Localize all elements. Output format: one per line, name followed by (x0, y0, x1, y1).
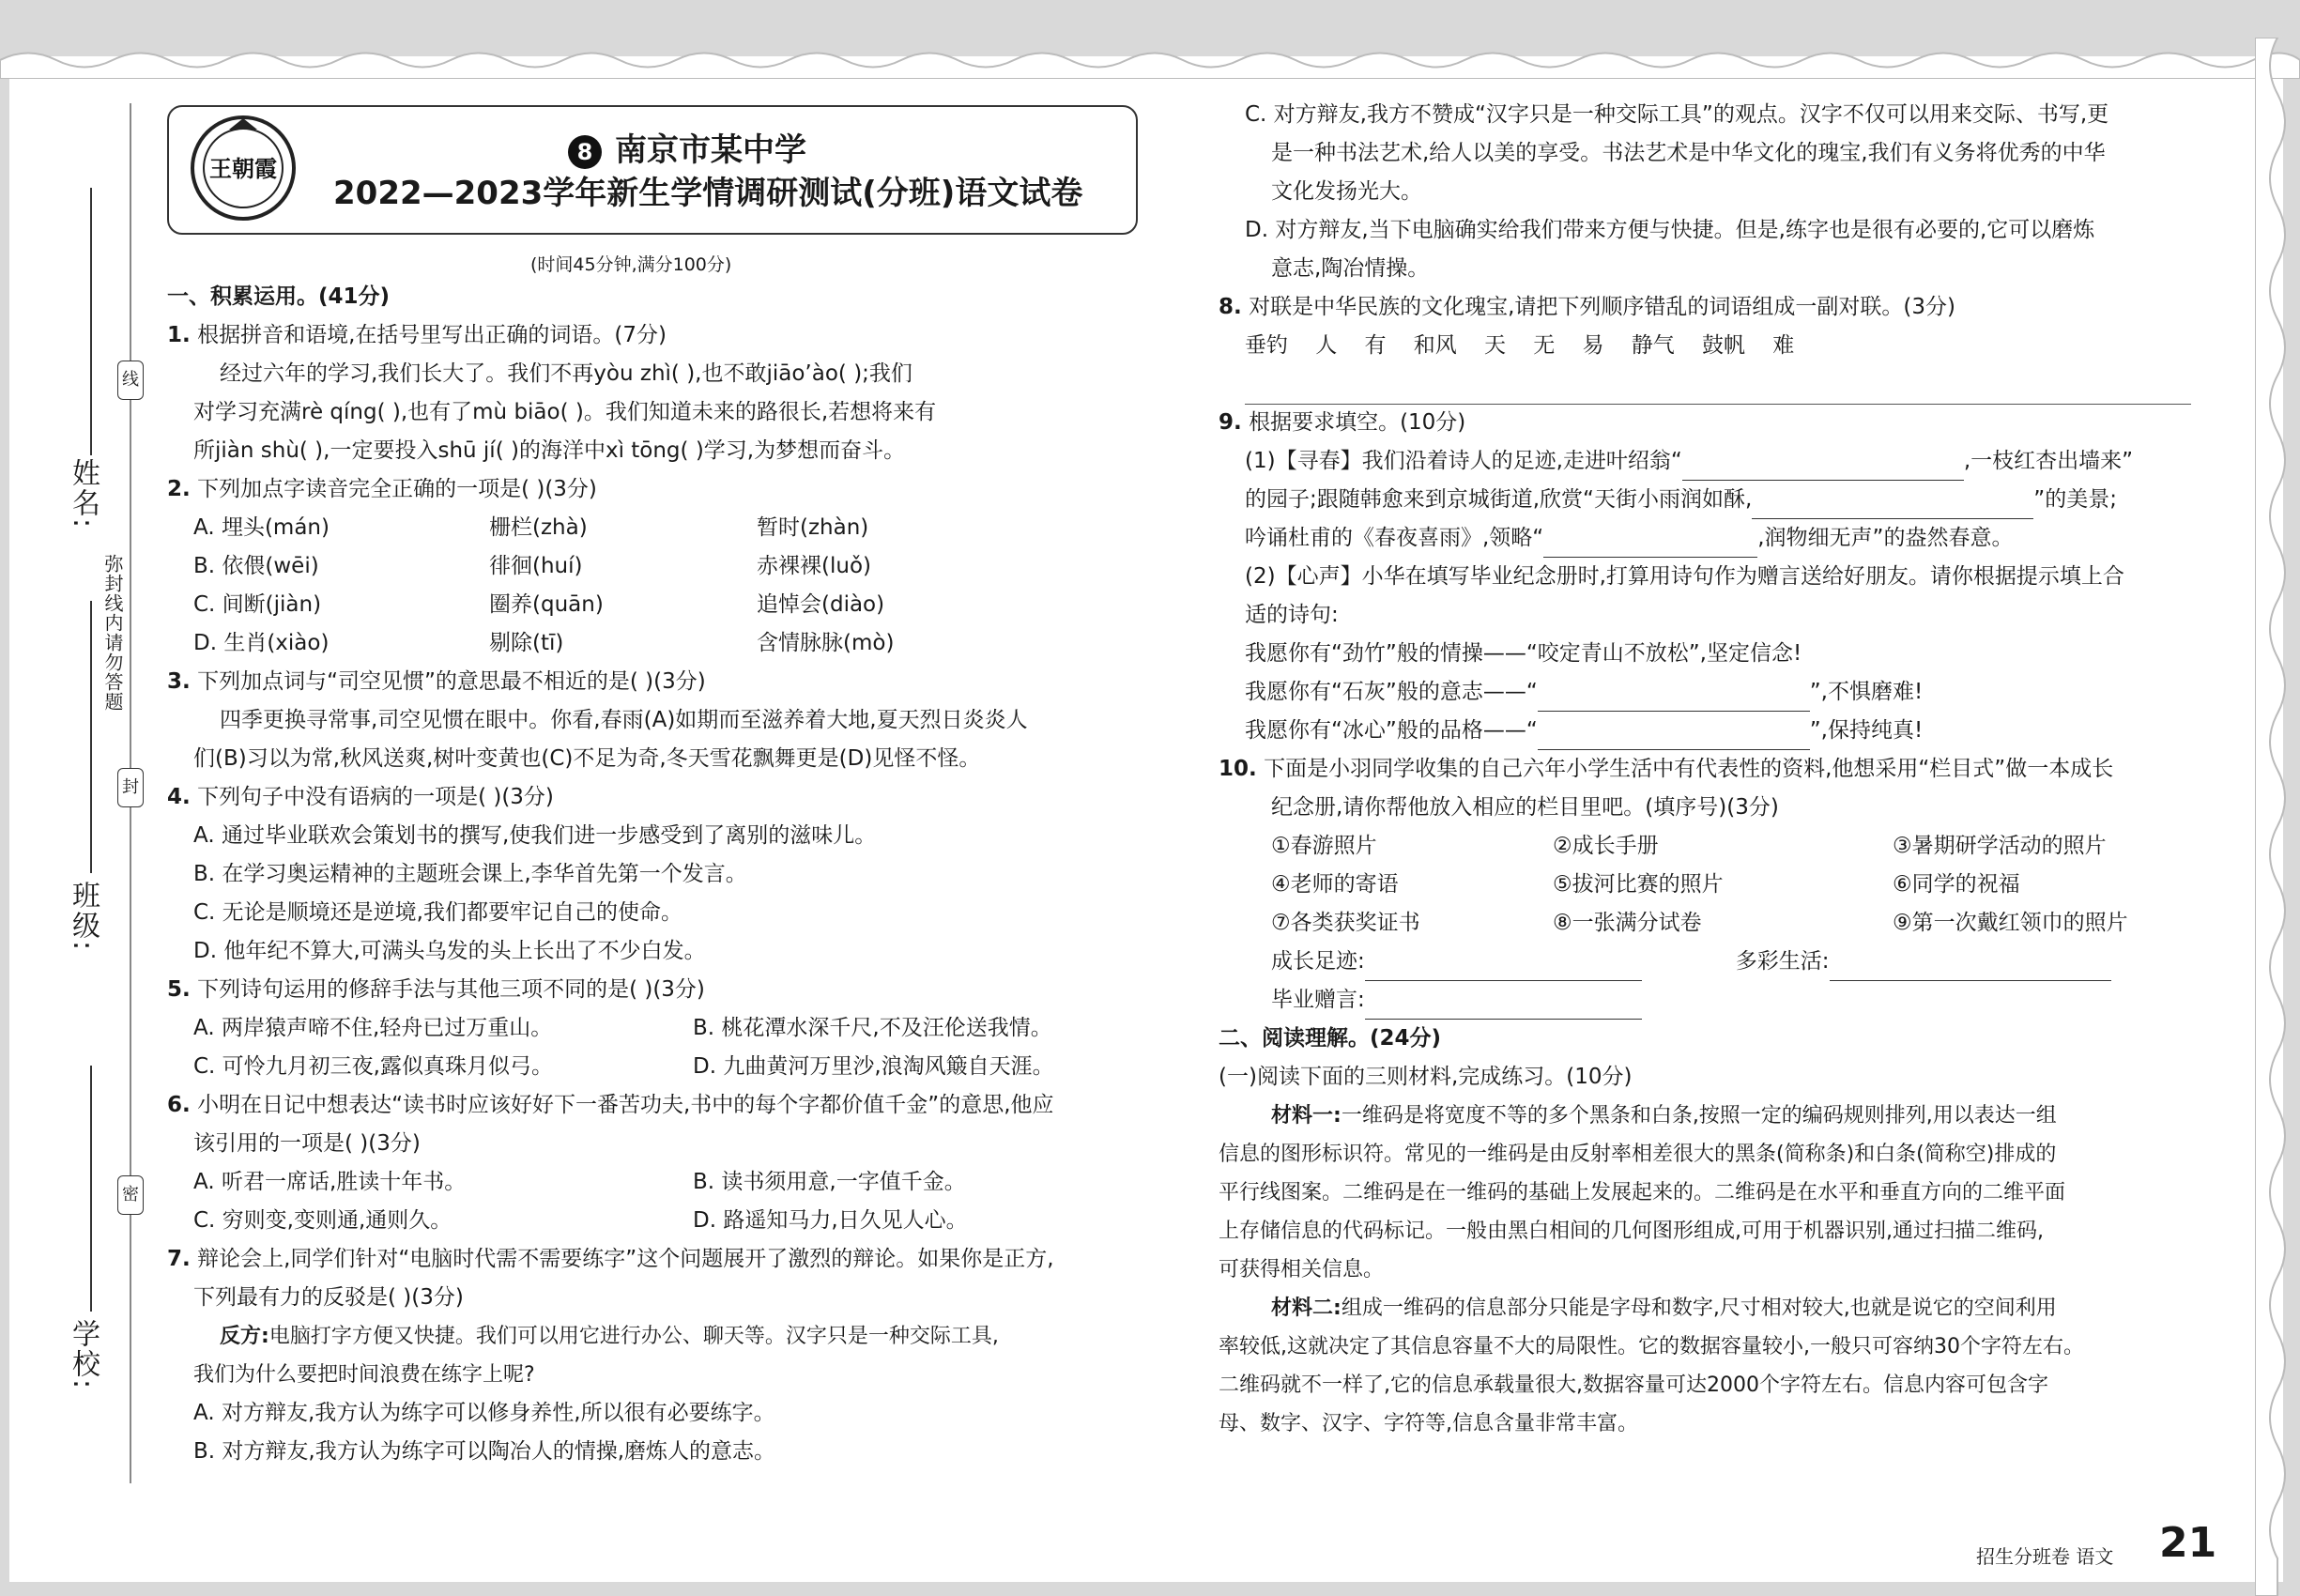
q8-answer-space[interactable] (1219, 365, 2195, 404)
q9-line: (2)【心声】小华在填写毕业纪念册时,打算用诗句作为赠言送给好朋友。请你根据提示填上合 (1245, 564, 2124, 589)
q9-line: (1)【寻春】我们沿着诗人的足迹,走进叶绍翁“ ,一枝红杏出墙来” (1219, 442, 2195, 481)
q7-option-cont: 是一种书法艺术,给人以美的享受。书法艺术是中华文化的瑰宝,我们有义务将优秀的中华 (1271, 141, 2106, 165)
binding-note: 弥封线内请勿答题 (101, 554, 124, 712)
q4-stem: 4. 下列句子中没有语病的一项是( )(3分) (167, 785, 554, 809)
q7-stem-cont: 下列最有力的反驳是( )(3分) (193, 1285, 464, 1310)
q7-option: A. 对方辩友,我方认为练字可以修身养性,所以很有必要练字。 (193, 1401, 775, 1425)
material-2: 母、数字、汉字、字符等,信息含量非常丰富。 (1219, 1412, 1638, 1435)
answer-blank[interactable] (1682, 452, 1964, 481)
q9-line: 的园子;跟随韩愈来到京城街道,欣赏“天街小雨润如酥, ”的美景; (1219, 481, 2195, 519)
material-1: 可获得相关信息。 (1219, 1258, 1385, 1281)
q1-line: 所jiàn shù( ),一定要投入shū jí( )的海洋中xì tōng( )学习,为梦想而奋斗。 (193, 438, 906, 463)
school-label: 学校: (67, 1319, 100, 1391)
name-line[interactable] (90, 188, 92, 455)
q8-words: 垂钓 人 有 和风 天 无 易 静气 鼓帆 难 (1245, 333, 1795, 358)
class-label: 班级: (67, 881, 100, 953)
exam-title: 2022—2023学年新生学情调研测试(分班)语文试卷 (333, 175, 1083, 212)
q2-option-row: C. 间断(jiàn) 圈养(quān) 追悼会(diào) (193, 592, 885, 617)
q7-option: C. 对方辩友,我方不赞成“汉字只是一种交际工具”的观点。汉字不仅可以用来交际、书写,更 (1245, 102, 2109, 127)
material-1: 上存储信息的代码标记。一般由黑白相间的几何图形组成,可用于机器识别,通过扫描二维码, (1219, 1220, 2044, 1243)
q9-line: 我愿你有“石灰”般的意志——“ ”,不惧磨难! (1219, 673, 2195, 712)
q1-line: 对学习充满rè qíng( ),也有了mù biāo( )。我们知道未来的路很长,若想将来有 (193, 400, 937, 424)
page-number: 21 (2159, 1519, 2217, 1567)
q7-stem: 7. 辩论会上,同学们针对“电脑时代需不需要练字”这个问题展开了激烈的辩论。如果你是正方, (167, 1247, 1054, 1271)
section-heading-1: 一、积累运用。(41分) (167, 284, 391, 309)
reading-subheading: (一)阅读下面的三则材料,完成练习。(10分) (1219, 1065, 1633, 1089)
answer-blank[interactable] (1830, 952, 2111, 981)
answer-blank[interactable] (1365, 990, 1642, 1020)
school-heading (568, 124, 806, 170)
q2-stem: 2. 下列加点字读音完全正确的一项是( )(3分) (167, 477, 597, 501)
q3-line: 们(B)习以为常,秋风送爽,树叶变黄也(C)不足为奇,冬天雪花飘舞更是(D)见怪不怪。 (193, 746, 981, 771)
q10-item-row: ①春游照片 ②成长手册 ③暑期研学活动的照片 (1271, 834, 2107, 858)
answer-blank[interactable] (1538, 721, 1810, 750)
q10-fill-row: 成长足迹: 多彩生活: (1219, 943, 2195, 981)
q6-option-row: C. 穷则变,变则通,通则久。 D. 路遥知马力,日久见人心。 (193, 1208, 968, 1233)
svg-text:王朝霞: 王朝霞 (209, 155, 277, 182)
wave-edge-top (0, 41, 2300, 79)
answer-blank[interactable] (1365, 952, 1642, 981)
q6-stem-cont: 该引用的一项是( )(3分) (193, 1131, 421, 1156)
material-1: 信息的图形标识符。常见的一维码是由反射率相差很大的黑条(简称条)和白条(简称空)排成的 (1219, 1143, 2057, 1166)
q4-option: D. 他年纪不算大,可满头乌发的头上长出了不少白发。 (193, 939, 706, 963)
q7-option: B. 对方辩友,我方认为练字可以陶冶人的情操,磨炼人的意志。 (193, 1439, 776, 1464)
time-info: (时间45分钟,满分100分) (530, 254, 732, 275)
publisher-logo (188, 113, 299, 223)
q4-option: A. 通过毕业联欢会策划书的撰写,使我们进一步感受到了离别的滋味儿。 (193, 823, 877, 848)
left-column (167, 278, 1134, 1471)
wave-edge-right (2255, 38, 2300, 1596)
q5-option-row: C. 可怜九月初三夜,露似真珠月似弓。 D. 九曲黄河万里沙,浪淘风簸自天涯。 (193, 1054, 1054, 1079)
material-2: 材料二:组成一维码的信息部分只能是字母和数字,尺寸相对较大,也就是说它的空间利用 (1271, 1297, 2057, 1320)
q7-opponent: 反方:电脑打字方便又快捷。我们可以用它进行办公、聊天等。汉字只是一种交际工具, (220, 1325, 999, 1348)
right-column (1219, 96, 2195, 1443)
q10-stem: 10. 下面是小羽同学收集的自己六年小学生活中有代表性的资料,他想采用“栏目式”做一本成长 (1219, 757, 2114, 781)
q2-options (167, 509, 1134, 663)
q7-option-cont: 文化发扬光大。 (1271, 179, 1422, 204)
q4-option: B. 在学习奥运精神的主题班会课上,李华首先第一个发言。 (193, 862, 747, 886)
q9-line: 适的诗句: (1245, 603, 1339, 627)
school-line[interactable] (90, 1066, 92, 1312)
q7-option-cont: 意志,陶冶情操。 (1271, 256, 1430, 281)
material-2: 率较低,这就决定了其信息容量不大的局限性。它的数据容量较小,一般只可容纳30个字符左右。 (1219, 1335, 2084, 1358)
material-1: 平行线图案。二维码是在一维码的基础上发展起来的。二维码是在水平和垂直方向的二维平面 (1219, 1181, 2066, 1205)
q7-opponent-cont: 我们为什么要把时间浪费在练字上呢? (193, 1363, 535, 1387)
q9-line: 吟诵杜甫的《春夜喜雨》,领略“ ,润物细无声”的盎然春意。 (1219, 519, 2195, 558)
q9-line: 我愿你有“劲竹”般的情操——“咬定青山不放松”,坚定信念! (1245, 641, 1802, 666)
q10-fill-row: 毕业赠言: (1219, 981, 2195, 1020)
q4-option: C. 无论是顺境还是逆境,我们都要牢记自己的使命。 (193, 900, 682, 925)
q8-answer-line[interactable] (1245, 404, 2191, 405)
q2-option-row: B. 依偎(wēi) 徘徊(huí) 赤裸裸(luǒ) (193, 554, 871, 578)
q2-option-row: D. 生肖(xiào) 剔除(tī) 含情脉脉(mò) (193, 631, 895, 655)
answer-blank[interactable] (1543, 529, 1757, 558)
q2-option-row: A. 埋头(mán) 栅栏(zhà) 暂时(zhàn) (193, 515, 869, 540)
q6-option-row: A. 听君一席话,胜读十年书。 B. 读书须用意,一字值千金。 (193, 1170, 966, 1194)
q3-line: 四季更换寻常事,司空见惯在眼中。你看,春雨(A)如期而至滋养着大地,夏天烈日炎炎人 (220, 708, 1028, 732)
school-name: 南京市某中学 (615, 131, 806, 169)
material-1: 材料一:一维码是将宽度不等的多个黑条和白条,按照一定的编码规则排列,用以表达一组 (1271, 1104, 2057, 1128)
q10-item-row: ⑦各类获奖证书 ⑧一张满分试卷 ⑨第一次戴红领巾的照片 (1271, 911, 2128, 935)
exam-number-badge: 8 (568, 135, 602, 169)
q10-item-row: ④老师的寄语 ⑤拔河比赛的照片 ⑥同学的祝福 (1271, 872, 2020, 897)
name-label: 姓名: (67, 458, 100, 530)
q1-line: 经过六年的学习,我们长大了。我们不再yòu zhì( ),也不敢jiāo’ào( );我们 (220, 361, 912, 386)
answer-blank[interactable] (1538, 683, 1810, 712)
q9-line: 我愿你有“冰心”般的品格——“ ”,保持纯真! (1219, 712, 2195, 750)
material-2: 二维码就不一样了,它的信息承载量很大,数据容量可达2000个字符左右。信息内容可包含字 (1219, 1373, 2048, 1397)
answer-blank[interactable] (1752, 490, 2033, 519)
q8-stem: 8. 对联是中华民族的文化瑰宝,请把下列顺序错乱的词语组成一副对联。(3分) (1219, 295, 1955, 319)
class-line[interactable] (90, 601, 92, 873)
binding-box-line: 线 (117, 361, 144, 400)
footer-label: 招生分班卷 语文 (1976, 1545, 2114, 1568)
q7-option: D. 对方辩友,当下电脑确实给我们带来方便与快捷。但是,练字也是很有必要的,它可以磨炼 (1245, 218, 2095, 242)
q3-stem: 3. 下列加点词与“司空见惯”的意思最不相近的是( )(3分) (167, 669, 706, 694)
section-heading-2: 二、阅读理解。(24分) (1219, 1026, 1442, 1051)
binding-box-seal: 封 (117, 768, 144, 807)
q5-stem: 5. 下列诗句运用的修辞手法与其他三项不同的是( )(3分) (167, 977, 705, 1002)
binding-box-secret: 密 (117, 1175, 144, 1215)
q10-stem-cont: 纪念册,请你帮他放入相应的栏目里吧。(填序号)(3分) (1271, 795, 1779, 820)
q5-option-row: A. 两岸猿声啼不住,轻舟已过万重山。 B. 桃花潭水深千尺,不及汪伦送我情。 (193, 1016, 1052, 1040)
q1-stem: 1. 根据拼音和语境,在括号里写出正确的词语。(7分) (167, 323, 667, 347)
q9-stem: 9. 根据要求填空。(10分) (1219, 410, 1466, 435)
q6-stem: 6. 小明在日记中想表达“读书时应该好好下一番苦功夫,书中的每个字都价值千金”的意思,他应 (167, 1093, 1054, 1117)
